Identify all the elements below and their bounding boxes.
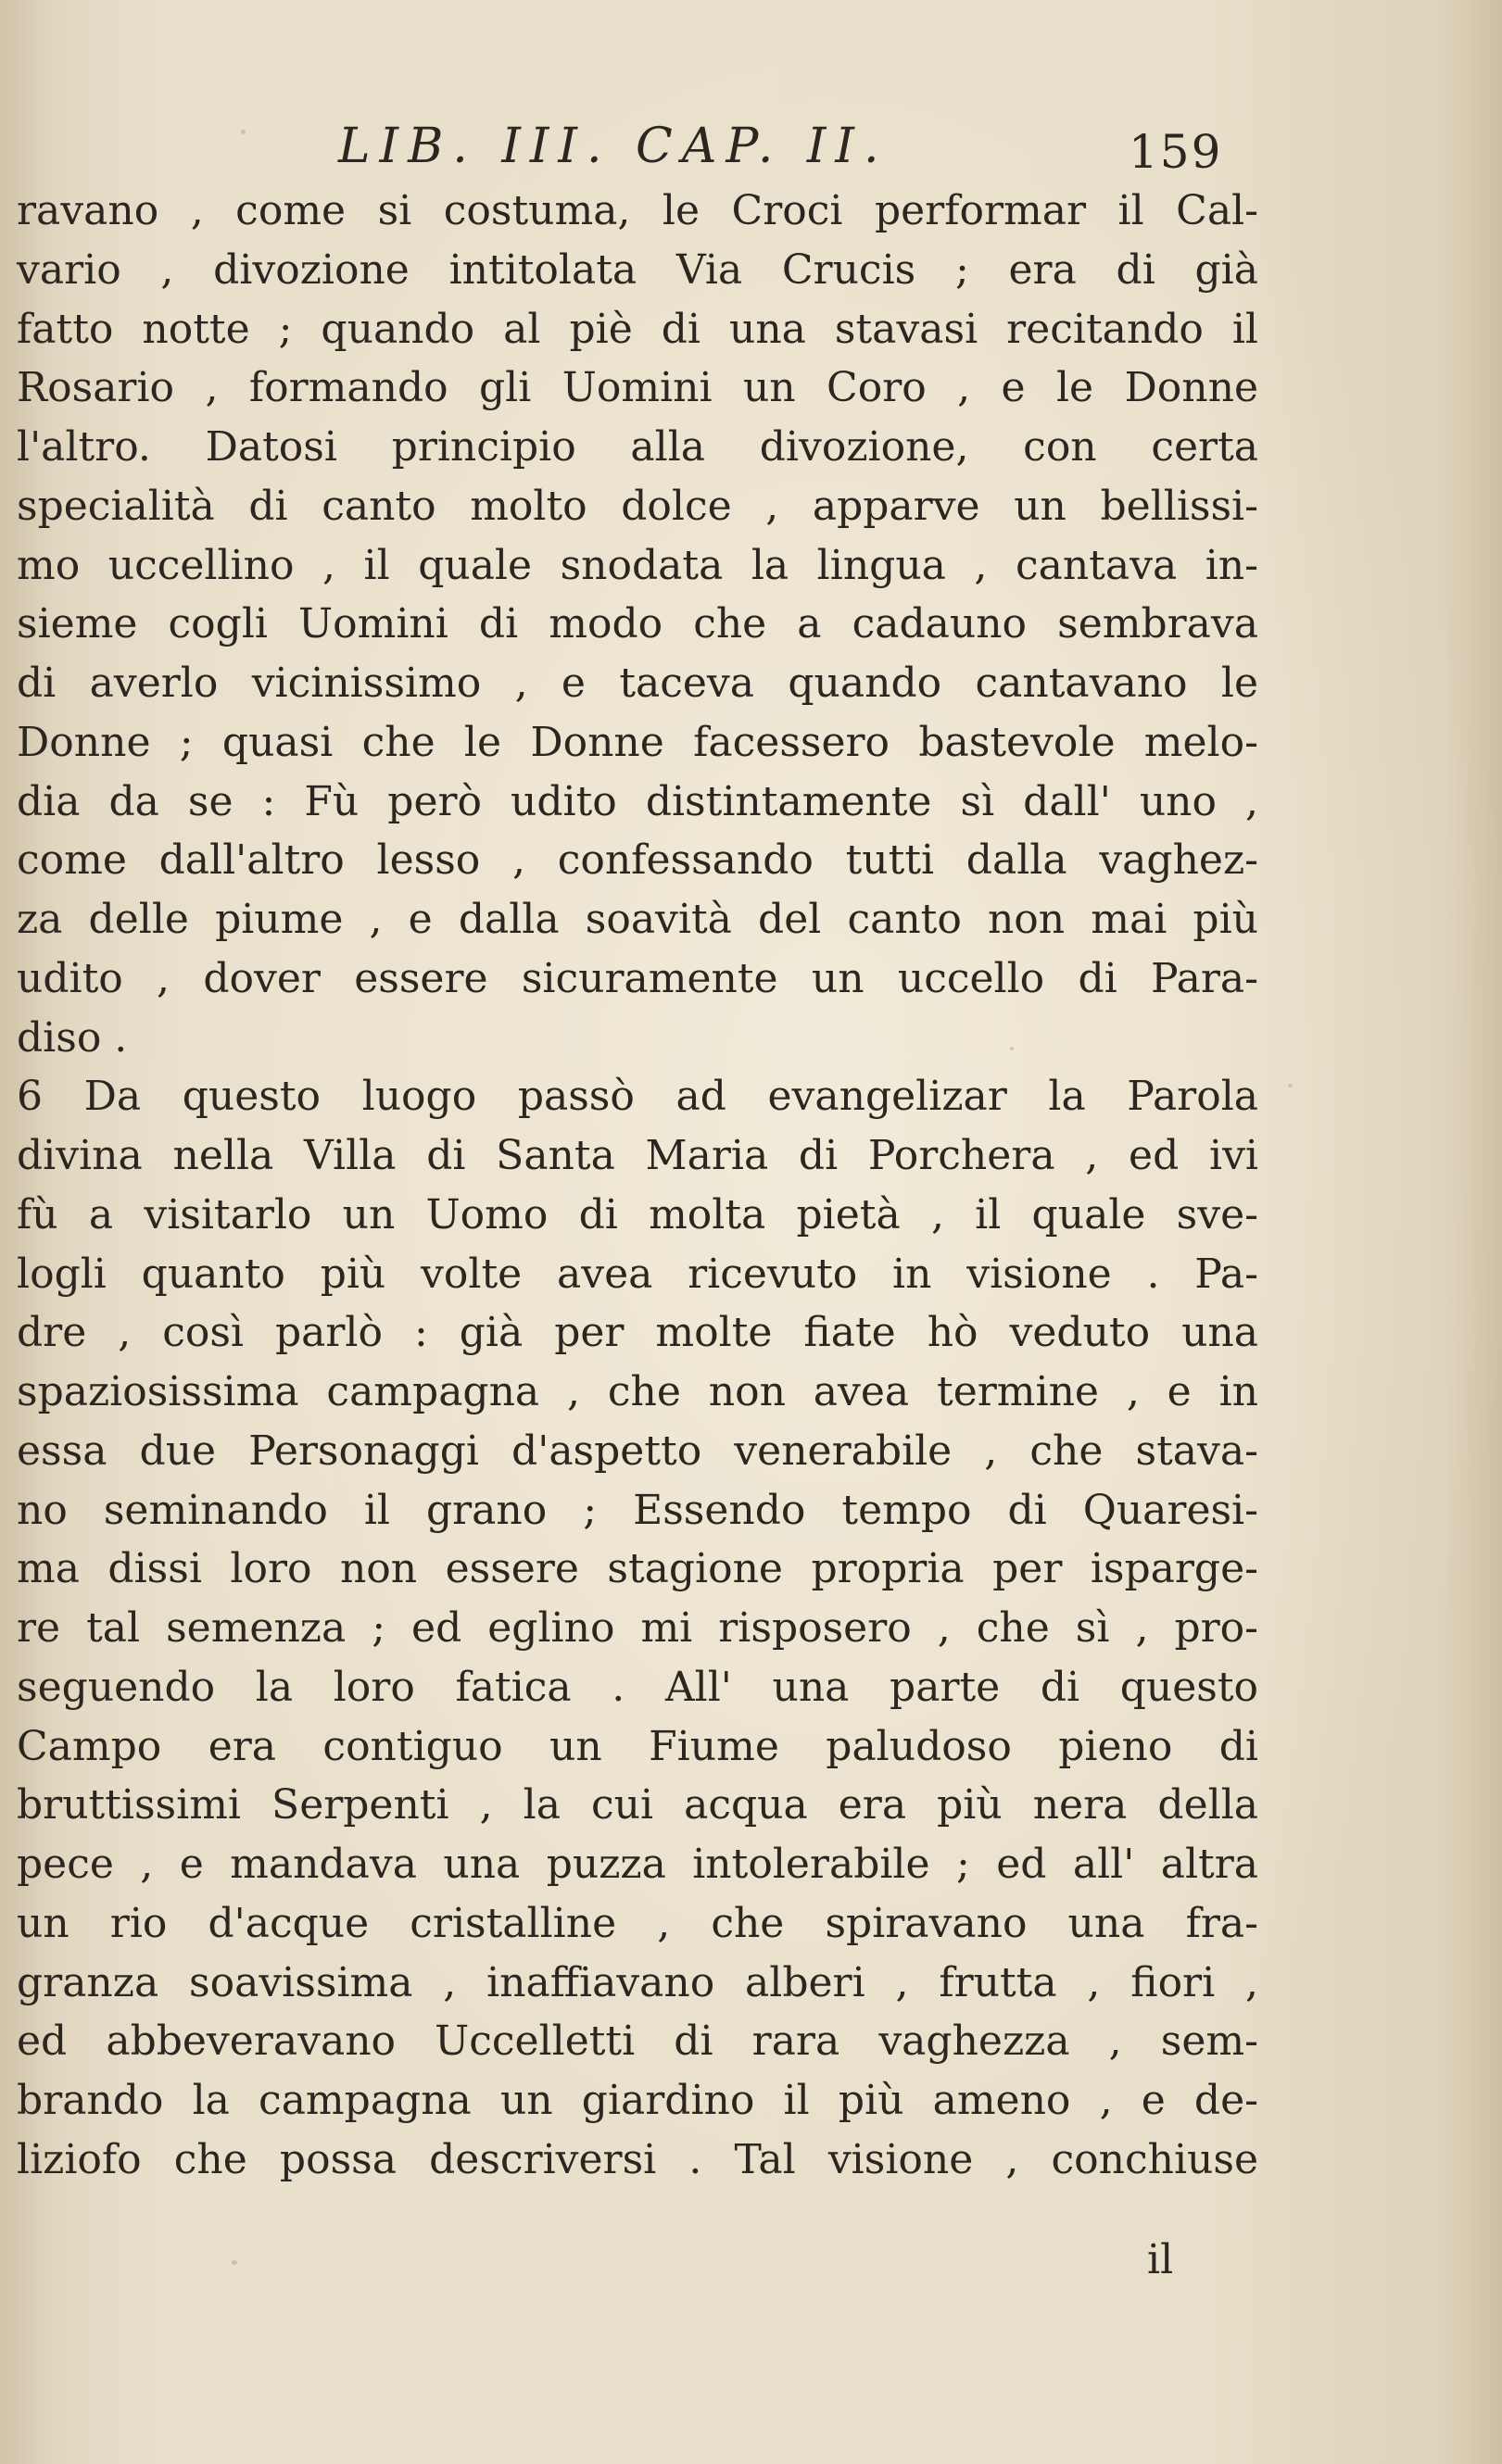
text-line: udito , dover essere sicuramente un uccello di Para- [17,954,1258,1002]
text-line: dia da se : Fù però udito distintamente sì dall' uno , [17,777,1258,825]
text-line: re tal semenza ; ed eglino mi risposero , che sì , pro- [17,1604,1258,1652]
text-line: liziofo che possa descriversi . Tal visione , conchiuse [17,2135,1258,2183]
text-line: brando la campagna un giardino il più ameno , e de- [17,2077,1258,2124]
text-line: ravano , come si costuma, le Croci performar il Cal- [17,187,1258,234]
text-line: fatto notte ; quando al piè di una stavasi recitando il [17,305,1258,353]
text-line: sieme cogli Uomini di modo che a cadauno sembrava [17,600,1258,648]
text-line: spaziosissima campagna , che non avea termine , e in [17,1368,1258,1415]
text-line: granza soavissima , inaffiavano alberi , frutta , fiori , [17,1958,1258,2006]
paper-speck [1288,1084,1293,1087]
text-line: ed abbeveravano Uccelletti di rara vaghezza , sem- [17,2018,1258,2066]
text-line: un rio d'acque cristalline , che spiravano una fra- [17,1899,1258,1947]
text-line: divina nella Villa di Santa Maria di Porchera , ed ivi [17,1132,1258,1179]
text-line: di averlo vicinissimo , e taceva quando cantavano le [17,660,1258,707]
text-line: Donne ; quasi che le Donne facessero bastevole melo- [17,718,1258,766]
text-line: Campo era contiguo un Fiume paludoso pieno di [17,1722,1258,1770]
text-line: come dall'altro lesso , confessando tutti dalla vaghez- [17,836,1258,885]
text-line: l'altro. Datosi principio alla divozione, con certa [17,423,1258,471]
running-head: LIB. III. CAP. II. [338,119,889,174]
page-header [0,109,1502,183]
text-line: specialità di canto molto dolce , apparve un bellissi- [17,482,1258,530]
body-text [17,182,1258,2190]
text-line: logli quanto più volte avea ricevuto in visione . Pa- [17,1250,1258,1298]
text-line: mo uccellino , il quale snodata la lingua , cantava in- [17,541,1258,589]
text-line: vario , divozione intitolata Via Crucis ; era di già [17,245,1258,294]
text-line: no seminando il grano ; Essendo tempo di Quaresi- [17,1486,1258,1534]
text-line: essa due Personaggi d'aspetto venerabile , che stava- [17,1427,1258,1475]
text-line: Rosario , formando gli Uomini un Coro , e le Donne [17,364,1258,412]
text-line: 6 Da questo luogo passò ad evangelizar la Parola [17,1073,1258,1121]
catchword: il [1147,2236,1174,2283]
text-line: dre , così parlò : già per molte fiate hò veduto una [17,1309,1258,1357]
text-line: fù a visitarlo un Uomo di molta pietà , il quale sve- [17,1190,1258,1238]
text-line: ma dissi loro non essere stagione propria per isparge- [17,1545,1258,1593]
text-line: bruttissimi Serpenti , la cui acqua era più nera della [17,1781,1258,1829]
page-number: 159 [1129,125,1223,179]
paper-speck [232,2260,237,2265]
text-line: diso . [17,1013,128,1062]
text-line: seguendo la loro fatica . All' una parte di questo [17,1663,1258,1711]
text-line: za delle piume , e dalla soavità del canto non mai più [17,896,1258,943]
text-line: pece , e mandava una puzza intolerabile ; ed all' altra [17,1841,1258,1888]
